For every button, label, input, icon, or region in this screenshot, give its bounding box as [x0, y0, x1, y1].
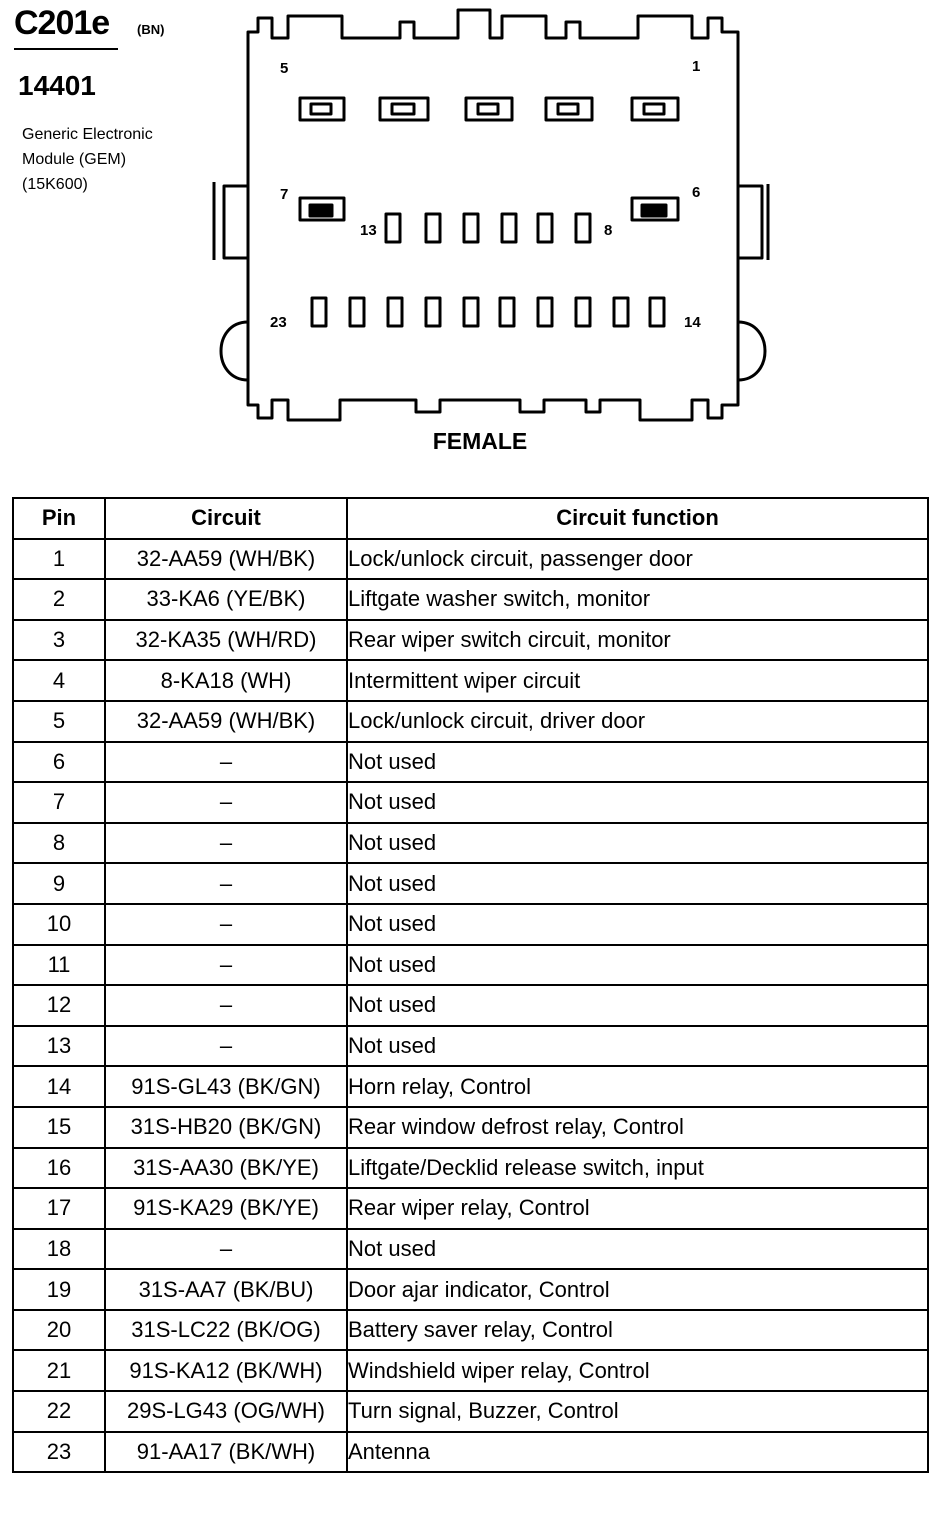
connector-tag: (BN) — [137, 22, 165, 37]
function-cell: Not used — [347, 863, 928, 904]
table-row — [13, 701, 928, 742]
function-cell: Lock/unlock circuit, driver door — [347, 701, 928, 742]
pin-cell: 7 — [13, 782, 105, 823]
pin-cell: 11 — [13, 945, 105, 986]
description-line: Generic Electronic — [22, 126, 153, 143]
pin-cell: 10 — [13, 904, 105, 945]
table-row — [13, 1432, 928, 1473]
table-row — [13, 539, 928, 580]
function-cell: Not used — [347, 904, 928, 945]
table-row — [13, 823, 928, 864]
function-cell: Windshield wiper relay, Control — [347, 1350, 928, 1391]
left-side-bump — [221, 322, 248, 380]
function-cell: Not used — [347, 742, 928, 783]
connector-face-drawing — [0, 0, 939, 470]
circuit-cell: – — [105, 742, 347, 783]
pin-cell: 5 — [13, 701, 105, 742]
function-cell: Not used — [347, 782, 928, 823]
pin-label-23: 23 — [270, 314, 287, 331]
left-side-latch — [224, 186, 248, 258]
function-cell: Not used — [347, 1026, 928, 1067]
pin-cell: 13 — [13, 1026, 105, 1067]
circuit-cell: – — [105, 863, 347, 904]
function-cell: Antenna — [347, 1432, 928, 1473]
table-row — [13, 904, 928, 945]
pin-cell: 8 — [13, 823, 105, 864]
circuit-cell: 91-AA17 (BK/WH) — [105, 1432, 347, 1473]
circuit-cell: – — [105, 823, 347, 864]
table-row — [13, 985, 928, 1026]
column-header-pin: Pin — [13, 498, 105, 539]
table-row — [13, 863, 928, 904]
function-cell: Not used — [347, 823, 928, 864]
bottom-row-slots — [312, 298, 664, 326]
table-row — [13, 1229, 928, 1270]
pin-cell: 22 — [13, 1391, 105, 1432]
function-cell: Intermittent wiper circuit — [347, 660, 928, 701]
function-cell: Turn signal, Buzzer, Control — [347, 1391, 928, 1432]
part-number: 14401 — [18, 70, 96, 101]
table-row — [13, 620, 928, 661]
function-cell: Rear wiper relay, Control — [347, 1188, 928, 1229]
function-cell: Not used — [347, 985, 928, 1026]
pin-cell: 14 — [13, 1066, 105, 1107]
table-header-row — [13, 498, 928, 539]
pin-cell: 4 — [13, 660, 105, 701]
pin-cell: 15 — [13, 1107, 105, 1148]
pin-table — [12, 497, 929, 1473]
table-row — [13, 1107, 928, 1148]
circuit-cell: 31S-AA7 (BK/BU) — [105, 1269, 347, 1310]
function-cell: Lock/unlock circuit, passenger door — [347, 539, 928, 580]
table-row — [13, 1148, 928, 1189]
pin-cell: 2 — [13, 579, 105, 620]
pin-cell: 19 — [13, 1269, 105, 1310]
circuit-cell: 32-AA59 (WH/BK) — [105, 701, 347, 742]
pin-cell: 1 — [13, 539, 105, 580]
function-cell: Not used — [347, 1229, 928, 1270]
right-side-bump — [738, 322, 765, 380]
table-row — [13, 945, 928, 986]
table-row — [13, 782, 928, 823]
pin-table-body — [13, 539, 928, 1473]
table-row — [13, 1391, 928, 1432]
circuit-cell: 8-KA18 (WH) — [105, 660, 347, 701]
pin-cell: 17 — [13, 1188, 105, 1229]
function-cell: Liftgate/Decklid release switch, input — [347, 1148, 928, 1189]
pin-cell: 9 — [13, 863, 105, 904]
table-row — [13, 660, 928, 701]
pin-cell: 23 — [13, 1432, 105, 1473]
circuit-cell: 91S-KA29 (BK/YE) — [105, 1188, 347, 1229]
table-row — [13, 1188, 928, 1229]
circuit-cell: 31S-HB20 (BK/GN) — [105, 1107, 347, 1148]
circuit-cell: 31S-AA30 (BK/YE) — [105, 1148, 347, 1189]
function-cell: Rear wiper switch circuit, monitor — [347, 620, 928, 661]
view-label: FEMALE — [432, 428, 528, 454]
pin-cell: 18 — [13, 1229, 105, 1270]
pin-cell: 3 — [13, 620, 105, 661]
circuit-cell: – — [105, 904, 347, 945]
right-side-latch — [738, 186, 762, 258]
pin-cell: 20 — [13, 1310, 105, 1351]
table-row — [13, 1350, 928, 1391]
circuit-cell: 91S-GL43 (BK/GN) — [105, 1066, 347, 1107]
function-cell: Door ajar indicator, Control — [347, 1269, 928, 1310]
pin-label-6: 6 — [692, 184, 701, 201]
circuit-cell: – — [105, 945, 347, 986]
circuit-cell: – — [105, 985, 347, 1026]
function-cell: Liftgate washer switch, monitor — [347, 579, 928, 620]
circuit-cell: – — [105, 782, 347, 823]
pin-label-14: 14 — [684, 314, 701, 331]
table-row — [13, 742, 928, 783]
table-row — [13, 1310, 928, 1351]
description-line: Module (GEM) — [22, 151, 127, 168]
pin-label-1: 1 — [692, 58, 701, 75]
middle-row-slots — [386, 214, 590, 242]
description-line: (15K600) — [22, 176, 88, 193]
table-row — [13, 1026, 928, 1067]
circuit-cell: – — [105, 1026, 347, 1067]
pin-label-5: 5 — [280, 60, 289, 77]
pin-label-13: 13 — [360, 222, 377, 239]
top-row-terminals — [300, 98, 678, 120]
pin-cell: 6 — [13, 742, 105, 783]
column-header-circuit: Circuit — [105, 498, 347, 539]
column-header-function: Circuit function — [347, 498, 928, 539]
function-cell: Not used — [347, 945, 928, 986]
pin-label-7: 7 — [280, 186, 289, 203]
table-row — [13, 1066, 928, 1107]
circuit-cell: 91S-KA12 (BK/WH) — [105, 1350, 347, 1391]
function-cell: Horn relay, Control — [347, 1066, 928, 1107]
circuit-cell: 31S-LC22 (BK/OG) — [105, 1310, 347, 1351]
connector-id: C201e — [14, 4, 110, 42]
pin-label-8: 8 — [604, 222, 613, 239]
circuit-cell: 33-KA6 (YE/BK) — [105, 579, 347, 620]
pin-cell: 16 — [13, 1148, 105, 1189]
function-cell: Rear window defrost relay, Control — [347, 1107, 928, 1148]
circuit-cell: 29S-LG43 (OG/WH) — [105, 1391, 347, 1432]
circuit-cell: – — [105, 1229, 347, 1270]
table-row — [13, 1269, 928, 1310]
pin-cell: 12 — [13, 985, 105, 1026]
circuit-cell: 32-KA35 (WH/RD) — [105, 620, 347, 661]
table-row — [13, 579, 928, 620]
middle-large-terminals — [300, 198, 678, 220]
function-cell: Battery saver relay, Control — [347, 1310, 928, 1351]
pin-cell: 21 — [13, 1350, 105, 1391]
circuit-cell: 32-AA59 (WH/BK) — [105, 539, 347, 580]
connector-diagram — [0, 0, 939, 470]
